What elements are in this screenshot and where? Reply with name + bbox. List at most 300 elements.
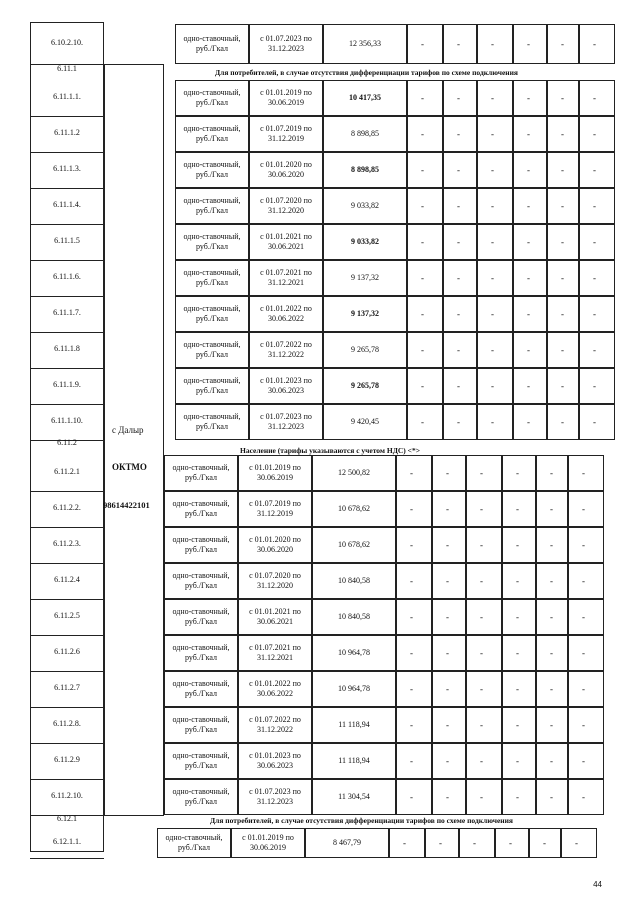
row-id: 6.11.1.8 — [54, 344, 80, 353]
empty-cell — [502, 563, 536, 599]
dash-mark: - — [593, 273, 596, 283]
dash-mark: - — [421, 165, 424, 175]
row-id: 6.11.1.4. — [53, 200, 81, 209]
period-label: с 01.01.2023 по 30.06.2023 — [260, 376, 312, 395]
empty-cell — [425, 828, 459, 858]
value-label: 8 467,79 — [333, 838, 361, 847]
dash-mark: - — [480, 612, 483, 622]
period-label: с 01.01.2023 по 30.06.2023 — [249, 751, 301, 770]
empty-cell — [396, 599, 432, 635]
dash-mark: - — [410, 576, 413, 586]
period-label: с 01.01.2021 по 30.06.2021 — [260, 232, 312, 251]
unit-label: одно-ставочный, руб./Гкал — [172, 679, 230, 698]
dash-mark: - — [593, 345, 596, 355]
value-label: 12 356,33 — [349, 39, 381, 48]
empty-cell — [396, 707, 432, 743]
dash-mark: - — [457, 237, 460, 247]
empty-cell — [502, 599, 536, 635]
oktmo-label: ОКТМО — [112, 462, 147, 472]
dash-mark: - — [516, 468, 519, 478]
row-id: 6.11.2.3. — [53, 539, 81, 548]
period-label: с 01.07.2022 по 31.12.2022 — [260, 340, 312, 359]
value-label: 10 840,58 — [338, 612, 370, 621]
empty-cell — [396, 779, 432, 815]
empty-cell — [443, 80, 477, 116]
dash-mark: - — [516, 756, 519, 766]
unit-label: одно-ставочный, руб./Гкал — [172, 787, 230, 806]
dash-mark: - — [421, 237, 424, 247]
dash-mark: - — [561, 237, 564, 247]
dash-mark: - — [593, 381, 596, 391]
dash-mark: - — [516, 648, 519, 658]
empty-cell — [513, 260, 547, 296]
dash-mark: - — [550, 756, 553, 766]
empty-cell — [396, 491, 432, 527]
period-label: с 01.07.2020 по 31.12.2020 — [249, 571, 301, 590]
dash-mark: - — [491, 237, 494, 247]
dash-mark: - — [516, 576, 519, 586]
dash-mark: - — [491, 381, 494, 391]
unit-label: одно-ставочный, руб./Гкал — [172, 499, 230, 518]
dash-mark: - — [410, 540, 413, 550]
dash-mark: - — [593, 309, 596, 319]
dash-mark: - — [516, 792, 519, 802]
dash-mark: - — [491, 273, 494, 283]
dash-mark: - — [491, 309, 494, 319]
dash-mark: - — [550, 468, 553, 478]
period-label: с 01.01.2021 по 30.06.2021 — [249, 607, 301, 626]
row-id: 6.11.2.8. — [53, 719, 81, 728]
empty-cell — [432, 671, 466, 707]
empty-cell — [407, 224, 443, 260]
empty-cell — [396, 563, 432, 599]
dash-mark: - — [527, 417, 530, 427]
empty-cell — [443, 24, 477, 64]
empty-cell — [579, 260, 615, 296]
unit-label: одно-ставочный, руб./Гкал — [165, 833, 223, 852]
dash-mark: - — [527, 129, 530, 139]
unit-label: одно-ставочный, руб./Гкал — [183, 232, 241, 251]
dash-mark: - — [421, 201, 424, 211]
dash-mark: - — [527, 39, 530, 49]
empty-cell — [432, 491, 466, 527]
dash-mark: - — [480, 540, 483, 550]
dash-mark: - — [516, 504, 519, 514]
empty-cell — [466, 671, 502, 707]
dash-mark: - — [550, 720, 553, 730]
unit-label: одно-ставочный, руб./Гкал — [183, 124, 241, 143]
empty-cell — [502, 635, 536, 671]
dash-mark: - — [410, 648, 413, 658]
empty-cell — [502, 671, 536, 707]
empty-cell — [568, 455, 604, 491]
empty-cell — [502, 743, 536, 779]
period-label: с 01.01.2022 по 30.06.2022 — [260, 304, 312, 323]
empty-cell — [502, 779, 536, 815]
row-divider — [30, 332, 104, 333]
empty-cell — [396, 527, 432, 563]
empty-cell — [568, 527, 604, 563]
period-label: с 01.07.2023 по 31.12.2023 — [260, 412, 312, 431]
page-number: 44 — [593, 880, 602, 889]
dash-mark: - — [527, 381, 530, 391]
dash-mark: - — [582, 468, 585, 478]
empty-cell — [443, 152, 477, 188]
row-id: 6.11.1.1. — [53, 92, 81, 101]
dash-mark: - — [593, 237, 596, 247]
dash-mark: - — [446, 756, 449, 766]
dash-mark: - — [561, 93, 564, 103]
unit-label: одно-ставочный, руб./Гкал — [183, 88, 241, 107]
empty-cell — [513, 24, 547, 64]
unit-label: одно-ставочный, руб./Гкал — [183, 412, 241, 431]
empty-cell — [579, 24, 615, 64]
row-id: 6.11.2.10. — [51, 791, 83, 800]
dash-mark: - — [457, 345, 460, 355]
empty-cell — [432, 707, 466, 743]
empty-cell — [568, 707, 604, 743]
dash-mark: - — [421, 345, 424, 355]
empty-cell — [477, 24, 513, 64]
unit-label: одно-ставочный, руб./Гкал — [172, 607, 230, 626]
dash-mark: - — [550, 504, 553, 514]
dash-mark: - — [516, 684, 519, 694]
period-label: с 01.07.2023 по 31.12.2023 — [249, 787, 301, 806]
row-divider — [30, 527, 104, 528]
dash-mark: - — [550, 684, 553, 694]
period-label: с 01.07.2019 по 31.12.2019 — [249, 499, 301, 518]
period-label: с 01.01.2020 по 30.06.2020 — [249, 535, 301, 554]
dash-mark: - — [457, 165, 460, 175]
empty-cell — [513, 152, 547, 188]
empty-cell — [513, 404, 547, 440]
dash-mark: - — [446, 648, 449, 658]
row-divider — [30, 224, 104, 225]
value-label: 9 137,32 — [351, 273, 379, 282]
dash-mark: - — [561, 345, 564, 355]
dash-mark: - — [593, 201, 596, 211]
empty-cell — [407, 152, 443, 188]
value-label: 10 964,78 — [338, 684, 370, 693]
settlement-name: с Далыр — [112, 425, 144, 435]
row-id: 6.11.2.1 — [54, 467, 80, 476]
empty-cell — [443, 260, 477, 296]
dash-mark: - — [421, 39, 424, 49]
empty-cell — [432, 743, 466, 779]
dash-mark: - — [582, 576, 585, 586]
empty-cell — [396, 743, 432, 779]
value-label: 9 265,78 — [351, 345, 379, 354]
empty-cell — [579, 296, 615, 332]
empty-cell — [568, 779, 604, 815]
row-id: 6.11.2.5 — [54, 611, 80, 620]
dash-mark: - — [543, 838, 546, 848]
period-label: с 01.01.2022 по 30.06.2022 — [249, 679, 301, 698]
row-divider — [30, 116, 104, 117]
dash-mark: - — [593, 129, 596, 139]
empty-cell — [432, 563, 466, 599]
empty-cell — [579, 152, 615, 188]
unit-label: одно-ставочный, руб./Гкал — [183, 340, 241, 359]
empty-cell — [443, 368, 477, 404]
empty-cell — [568, 671, 604, 707]
unit-label: одно-ставочный, руб./Гкал — [183, 376, 241, 395]
empty-cell — [407, 296, 443, 332]
row-divider — [30, 635, 104, 636]
dash-mark: - — [446, 612, 449, 622]
section-id: 6.11.2 — [57, 438, 77, 447]
row-id: 6.11.1.10. — [51, 416, 83, 425]
value-label: 11 304,54 — [338, 792, 370, 801]
empty-cell — [466, 527, 502, 563]
period-label: с 01.01.2019 по 30.06.2019 — [260, 88, 312, 107]
unit-label: одно-ставочный, руб./Гкал — [172, 751, 230, 770]
dash-mark: - — [446, 720, 449, 730]
dash-mark: - — [516, 612, 519, 622]
empty-cell — [579, 224, 615, 260]
dash-mark: - — [421, 381, 424, 391]
dash-mark: - — [561, 417, 564, 427]
value-label: 9 265,78 — [351, 381, 379, 390]
dash-mark: - — [491, 165, 494, 175]
row-divider — [30, 260, 104, 261]
unit-label: одно-ставочный, руб./Гкал — [183, 34, 241, 53]
dash-mark: - — [421, 417, 424, 427]
empty-cell — [579, 80, 615, 116]
row-divider — [30, 858, 104, 859]
dash-mark: - — [509, 838, 512, 848]
empty-cell — [513, 368, 547, 404]
dash-mark: - — [561, 129, 564, 139]
empty-cell — [466, 491, 502, 527]
dash-mark: - — [550, 648, 553, 658]
dash-mark: - — [582, 792, 585, 802]
empty-cell — [466, 599, 502, 635]
empty-cell — [513, 188, 547, 224]
empty-cell — [477, 188, 513, 224]
empty-cell — [407, 188, 443, 224]
empty-cell — [568, 599, 604, 635]
empty-cell — [579, 116, 615, 152]
empty-cell — [459, 828, 495, 858]
dash-mark: - — [446, 576, 449, 586]
empty-cell — [477, 368, 513, 404]
empty-cell — [407, 404, 443, 440]
empty-cell — [466, 563, 502, 599]
dash-mark: - — [582, 720, 585, 730]
dash-mark: - — [403, 838, 406, 848]
dash-mark: - — [410, 468, 413, 478]
row-id: 6.10.2.10. — [51, 38, 83, 47]
dash-mark: - — [527, 273, 530, 283]
unit-label: одно-ставочный, руб./Гкал — [172, 715, 230, 734]
dash-mark: - — [439, 838, 442, 848]
row-divider — [30, 296, 104, 297]
empty-cell — [502, 707, 536, 743]
dash-mark: - — [550, 576, 553, 586]
dash-mark: - — [527, 93, 530, 103]
section-header-2: Население (тарифы указываются с учетом НДС) <*> — [240, 446, 420, 455]
value-label: 11 118,94 — [338, 720, 370, 729]
empty-cell — [432, 779, 466, 815]
empty-cell — [443, 224, 477, 260]
dash-mark: - — [582, 540, 585, 550]
dash-mark: - — [550, 792, 553, 802]
value-label: 10 417,35 — [349, 93, 381, 102]
dash-mark: - — [561, 39, 564, 49]
dash-mark: - — [480, 720, 483, 730]
dash-mark: - — [491, 201, 494, 211]
unit-label: одно-ставочный, руб./Гкал — [183, 268, 241, 287]
dash-mark: - — [446, 792, 449, 802]
row-divider — [30, 404, 104, 405]
dash-mark: - — [516, 720, 519, 730]
dash-mark: - — [457, 381, 460, 391]
period-label: с 01.01.2019 по 30.06.2019 — [242, 833, 294, 852]
empty-cell — [495, 828, 529, 858]
dash-mark: - — [575, 838, 578, 848]
row-divider — [30, 152, 104, 153]
dash-mark: - — [421, 309, 424, 319]
empty-cell — [407, 260, 443, 296]
row-divider — [30, 743, 104, 744]
empty-cell — [477, 116, 513, 152]
row-id: 6.11.1.9. — [53, 380, 81, 389]
empty-cell — [513, 224, 547, 260]
empty-cell — [407, 116, 443, 152]
dash-mark: - — [410, 612, 413, 622]
unit-label: одно-ставочный, руб./Гкал — [183, 160, 241, 179]
empty-cell — [561, 828, 597, 858]
row-divider — [30, 707, 104, 708]
row-id: 6.12.1.1. — [53, 837, 81, 846]
dash-mark: - — [561, 165, 564, 175]
empty-cell — [407, 368, 443, 404]
dash-mark: - — [491, 345, 494, 355]
dash-mark: - — [593, 93, 596, 103]
unit-label: одно-ставочный, руб./Гкал — [172, 535, 230, 554]
dash-mark: - — [593, 165, 596, 175]
unit-label: одно-ставочный, руб./Гкал — [183, 304, 241, 323]
dash-mark: - — [421, 273, 424, 283]
empty-cell — [579, 404, 615, 440]
dash-mark: - — [582, 756, 585, 766]
empty-cell — [477, 80, 513, 116]
empty-cell — [466, 455, 502, 491]
dash-mark: - — [491, 39, 494, 49]
unit-label: одно-ставочный, руб./Гкал — [183, 196, 241, 215]
dash-mark: - — [457, 39, 460, 49]
dash-mark: - — [527, 237, 530, 247]
row-id: 6.11.2.7 — [54, 683, 80, 692]
empty-cell — [443, 404, 477, 440]
value-label: 9 033,82 — [351, 237, 379, 246]
empty-cell — [432, 635, 466, 671]
period-label: с 01.07.2023 по 31.12.2023 — [260, 34, 312, 53]
period-label: с 01.07.2020 по 31.12.2020 — [260, 196, 312, 215]
dash-mark: - — [410, 720, 413, 730]
dash-mark: - — [410, 792, 413, 802]
row-id: 6.11.1.5 — [54, 236, 80, 245]
empty-cell — [443, 296, 477, 332]
dash-mark: - — [446, 540, 449, 550]
empty-cell — [513, 80, 547, 116]
empty-cell — [477, 332, 513, 368]
dash-mark: - — [480, 792, 483, 802]
oktmo-code: 98614422101 — [103, 500, 150, 510]
empty-cell — [443, 116, 477, 152]
dash-mark: - — [527, 201, 530, 211]
empty-cell — [407, 332, 443, 368]
period-label: с 01.01.2020 по 30.06.2020 — [260, 160, 312, 179]
period-label: с 01.07.2019 по 31.12.2019 — [260, 124, 312, 143]
dash-mark: - — [561, 309, 564, 319]
value-label: 8 898,85 — [351, 129, 379, 138]
empty-cell — [432, 527, 466, 563]
dash-mark: - — [561, 381, 564, 391]
value-label: 12 500,82 — [338, 468, 370, 477]
row-divider — [30, 779, 104, 780]
empty-cell — [466, 635, 502, 671]
empty-cell — [396, 635, 432, 671]
row-id: 6.11.2.9 — [54, 755, 80, 764]
empty-cell — [443, 332, 477, 368]
empty-cell — [477, 296, 513, 332]
dash-mark: - — [491, 417, 494, 427]
empty-cell — [568, 563, 604, 599]
dash-mark: - — [480, 756, 483, 766]
period-label: с 01.01.2019 по 30.06.2019 — [249, 463, 301, 482]
dash-mark: - — [446, 504, 449, 514]
empty-cell — [466, 707, 502, 743]
row-id: 6.11.1.6. — [53, 272, 81, 281]
row-divider — [30, 491, 104, 492]
dash-mark: - — [410, 756, 413, 766]
empty-cell — [513, 296, 547, 332]
empty-cell — [443, 188, 477, 224]
row-id: 6.11.2.6 — [54, 647, 80, 656]
row-divider — [30, 188, 104, 189]
dash-mark: - — [516, 540, 519, 550]
dash-mark: - — [457, 417, 460, 427]
value-label: 10 964,78 — [338, 648, 370, 657]
empty-cell — [502, 455, 536, 491]
dash-mark: - — [582, 684, 585, 694]
settlement-column-border — [104, 64, 164, 816]
empty-cell — [579, 332, 615, 368]
value-label: 10 840,58 — [338, 576, 370, 585]
dash-mark: - — [491, 129, 494, 139]
value-label: 10 678,62 — [338, 540, 370, 549]
empty-cell — [389, 828, 425, 858]
value-label: 9 033,82 — [351, 201, 379, 210]
row-id: 6.11.1.3. — [53, 164, 81, 173]
dash-mark: - — [446, 684, 449, 694]
dash-mark: - — [457, 273, 460, 283]
row-id: 6.11.1.7. — [53, 308, 81, 317]
empty-cell — [477, 224, 513, 260]
unit-label: одно-ставочный, руб./Гкал — [172, 643, 230, 662]
empty-cell — [432, 599, 466, 635]
dash-mark: - — [480, 468, 483, 478]
dash-mark: - — [527, 165, 530, 175]
dash-mark: - — [582, 504, 585, 514]
row-id: 6.11.1.2 — [54, 128, 80, 137]
value-label: 10 678,62 — [338, 504, 370, 513]
empty-cell — [502, 527, 536, 563]
empty-cell — [513, 116, 547, 152]
row-divider — [30, 563, 104, 564]
